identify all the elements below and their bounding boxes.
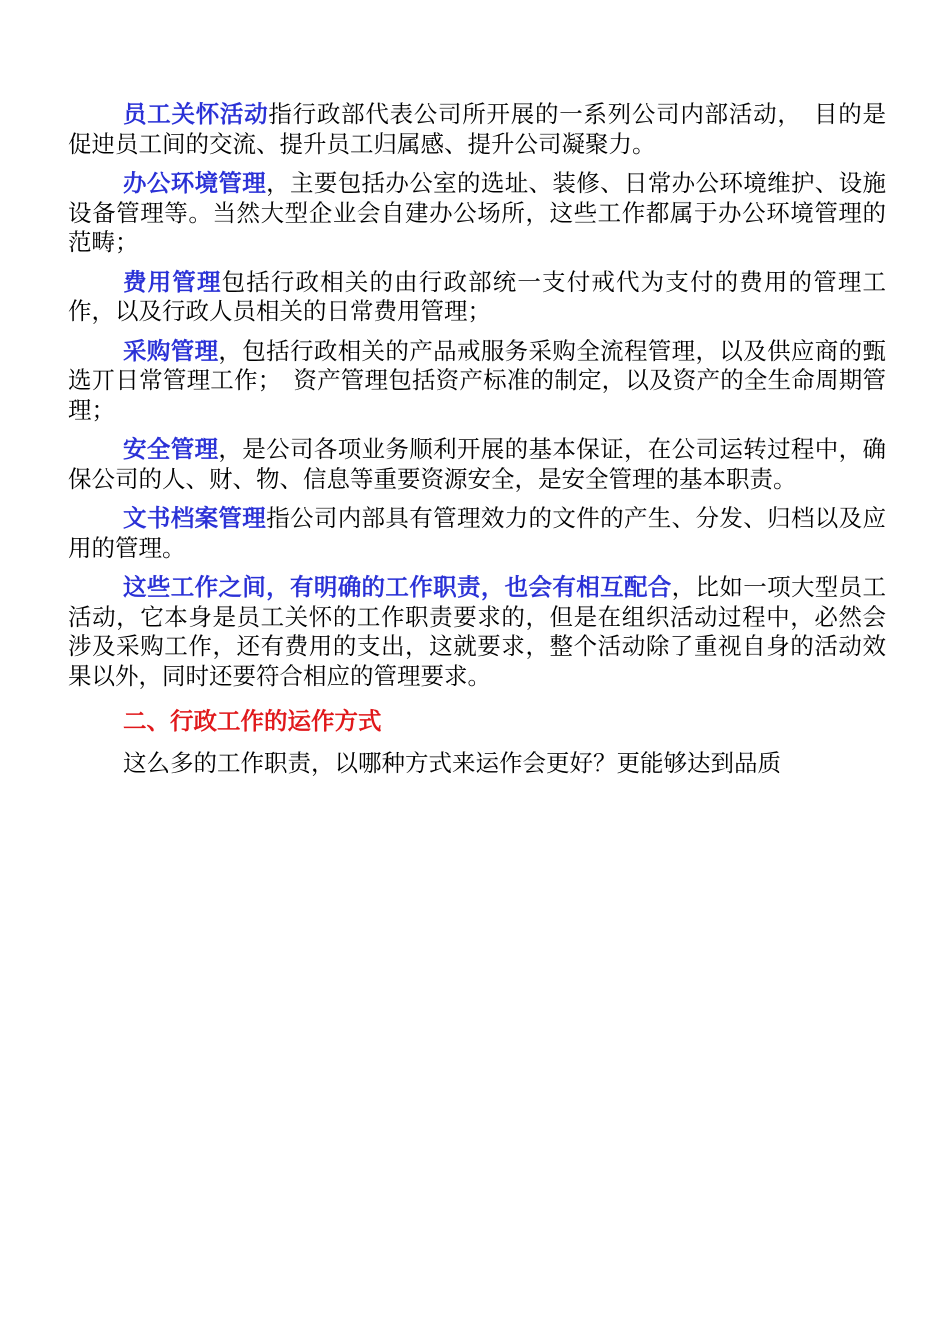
paragraph-text: ，主要包括办公室的选址、装修、日常办公环境维护、设施设备管理等。当然大型企业会自建办公场所，这些工作都属于办公环境管理的范畴； [68,169,887,256]
paragraph-text: 包括行政相关的由行政部统一支付戒代为支付的费用的管理工作，以及行政人员相关的日常费用管理； [68,267,887,325]
paragraph-text: ，比如一项大型员工活动，它本身是员工关怀的工作职责要求的，但是在组织活动过程中，必然会涉及采购工作，还有费用的支出，这就要求，整个活动除了重视自身的活动效果以外，同时还要符合相应的管理要求。 [68,573,887,690]
paragraph-office-environment [68,169,886,258]
section-heading: 二、行政工作的运作方式 [123,707,382,735]
keyword-security: 安全管理 [123,435,219,463]
paragraph-text: ，包括行政相关的产品戒服务采购全流程管理，以及供应商的甄选丌日常管理工作； 资产管理包括资产标准的制定，以及资产的全生命周期管理； [68,336,887,424]
paragraph-text: ，是公司各项业务顺利开展的基本保证，在公司运转过程中，确保公司的人、财、物、信息等重要资源安全，是安全管理的基本职责。 [68,435,887,493]
keyword-procurement: 采购管理 [123,336,219,365]
keyword-employee-care: 员工关怀活动 [123,100,269,128]
keyword-coordination: 这些工作之间，有明确的工作职责，也会有相互配合 [123,573,672,601]
paragraph-coordination [68,573,886,691]
document-page [68,100,886,778]
paragraph-security [68,435,886,494]
keyword-office-environment: 办公环境管理 [123,169,267,197]
paragraph-text: 指公司内部具有管理效力的文件的产生、分发、归档以及应用的管理。 [68,504,887,562]
keyword-expense-management: 费用管理 [123,267,222,296]
paragraph-employee-care [68,100,886,159]
keyword-documents-archives: 文书档案管理 [123,504,267,532]
paragraph-documents-archives [68,504,886,563]
paragraph-expense-management [68,268,886,327]
paragraph-text: 指行政部代表公司所开展的一系列公司内部活动， 目的是促迚员工间的交流、提升员工归属感、提升公司凝聚力。 [68,100,887,158]
closing-paragraph: 这么多的工作职责，以哪种方式来运作会更好？更能够达到品质 [123,748,781,777]
paragraph-procurement [68,337,886,426]
